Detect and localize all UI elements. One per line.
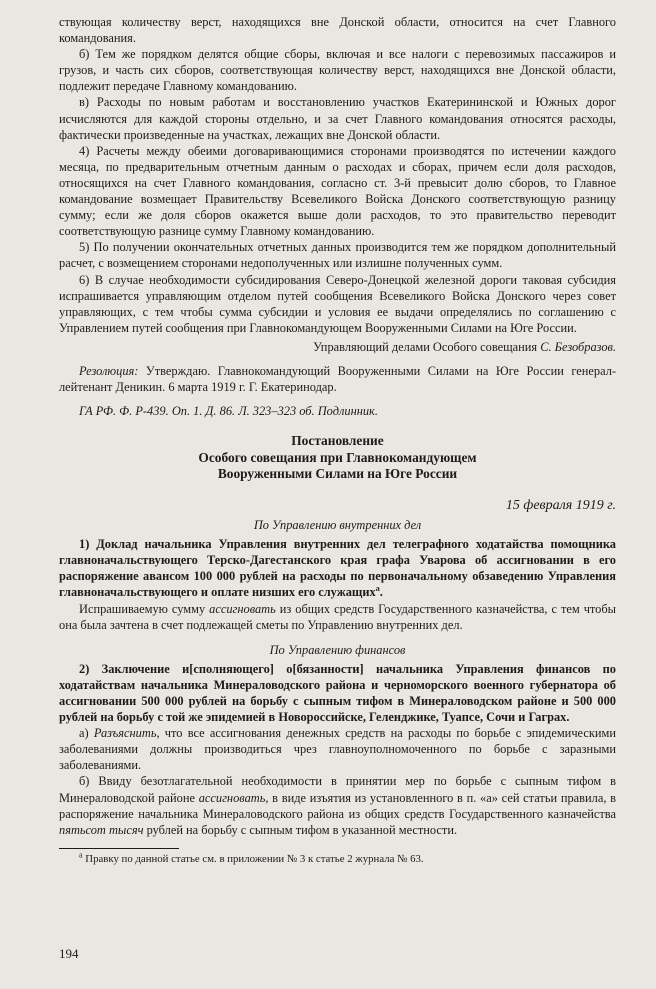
title-line-3: Вооруженными Силами на Юге России (217, 466, 458, 482)
signature-name: С. Безобразов. (540, 339, 616, 354)
title-line-2: Особого совещания при Главнокомандующем (198, 449, 477, 465)
footnote-mark: а (375, 584, 380, 594)
document-date: 15 февраля 1919 г. (505, 498, 616, 514)
page-number: 194 (59, 946, 79, 961)
resolution-text: Утверждаю. Главнокомандующий Вооруженными Силами на Юге России генерал-лейтенант Деникин. 6 марта 1919 г. Г. Екатеринодар. (59, 363, 616, 395)
paragraph-continued: ствующая количеству верст, находящихся вне Донской области, относится на счет Главного командования. (59, 15, 616, 46)
item-2-b (59, 773, 616, 837)
footnote-mark-bottom: а (79, 850, 83, 860)
paragraph-6: 6) В случае необходимости субсидирования Северо-Донецкой железной дороги таковая субсидия испрашивается управляющим отделом путей сообщения Всевеликого Войска Донского через совет управляющих, с тем чтобы сумма субсидии и условия ее выдачи определялись по соглашению с Управлением путей сообщения при Главнокомандующем Вооруженными Силами на Юге России. (59, 272, 616, 335)
archive-reference: ГА РФ. Ф. Р-439. Оп. 1. Д. 86. Л. 323–323 об. Подлинник. (79, 404, 378, 419)
paragraph-5: 5) По получении окончательных отчетных данных производится тем же порядком дополнительный расчет, с возмещением сторонами недополученных или излишне полученных сумм. (59, 240, 616, 271)
item-1-decision-pre: Испрашиваемую сумму (79, 601, 210, 616)
paragraph-b: б) Тем же порядком делятся общие сборы, включая и все налоги с перевозимых пассажиров и грузов, и часть сих сборов, соответствующая количеству верст, находящихся вне Донской области, подлежит передаче Главному командованию. (59, 47, 616, 94)
footnote-text: Правку по данной статье см. в приложении № 3 к статье 2 журнала № 63. (85, 852, 424, 865)
item-2-a-post: , что все ассигнования денежных средств на расходы по борьбе с эпидемическими заболеваниями должны производиться чрез главноуполномоченного по борьбе с заразными заболеваниями. (59, 726, 616, 773)
title-line-1: Постановление (291, 433, 384, 449)
item-2-b-em2: пятьсот тысяч (59, 822, 144, 837)
paragraph-v: в) Расходы по новым работам и восстановлению участков Екатерининской и Южных дорог исчисляются для каждой стороны отдельно, и за счет Главного командования относятся расходы, фактически произведенные на участках, лежащих вне Донской области. (59, 95, 616, 142)
item-1-decision (59, 601, 616, 633)
paragraph-4: 4) Расчеты между обеими договаривающимися сторонами производятся по истечении каждого месяца, по предварительным отчетным данным о расходах и сборах, причем если доля расходов, относящихся на счет Главного командования, согласно ст. 3-й превысит долю сборов, то Главное командование возмещает Правительству Всевеликого Войска Донского соответствующую разницу сумму; если же доля сборов окажется выше доли расходов, то это правительство переводит соответствующую разнице сумму Главному командованию. (59, 143, 616, 239)
resolution-label: Резолюция: (79, 363, 139, 378)
item-2-b-em: ассигновать (198, 790, 266, 805)
footnote-divider (59, 848, 179, 849)
signature-role: Управляющий делами Особого совещания (313, 339, 538, 354)
resolution (59, 363, 616, 395)
section-heading-internal-affairs: По Управлению внутренних дел (253, 518, 422, 533)
item-1-title (59, 536, 616, 600)
section-heading-finance: По Управлению финансов (269, 642, 406, 657)
signature-line (59, 339, 616, 355)
item-1-decision-post: из общих средств Государственного казначейства, с тем чтобы она была зачтена в счет подлежащей сметы по Управлению внутренних дел. (59, 601, 616, 632)
item-2-b-mid: , в виде изъятия из установленного в п. «а» сей статьи правила, в распоряжение начальника Минераловодского района из общих средств Государственного казначейства (59, 790, 617, 821)
item-2-a (59, 725, 616, 773)
item-2-a-em: Разъяснить (93, 726, 157, 741)
item-1-decision-em: ассигновать (209, 601, 276, 616)
item-2-a-pre: а) (79, 726, 94, 741)
item-2-b-post: рублей на борьбу с сыпным тифом в указанной местности. (143, 822, 458, 837)
footnote (59, 852, 616, 866)
item-2-title: 2) Заключение и[сполняющего] о[бязанности] начальника Управления финансов по ходатайствам начальника Минераловодского района и черноморского военного губернатора об ассигновании 500 000 рублей на борьбу с сыпным тифом в Минераловодском районе и 500 000 рублей на борьбу с той же эпидемией в Новороссийске, Геленджике, Туапсе, Сочи и Гаграх. (59, 661, 616, 725)
item-1-title-end: . (379, 585, 383, 600)
item-2-b-pre: б) Ввиду безотлагательной необходимости в принятии мер по борьбе с сыпным тифом в Минераловодской районе (59, 774, 616, 805)
item-1-title-text: 1) Доклад начальника Управления внутренних дел телеграфного ходатайства помощника главноначальствующего Терско-Дагестанского края графа Уварова об ассигновании в его распоряжение авансом 100 000 рублей на расходы по первоначальному обзаведению Управления главноначальствующего и оплате низших его служащих (59, 537, 616, 600)
